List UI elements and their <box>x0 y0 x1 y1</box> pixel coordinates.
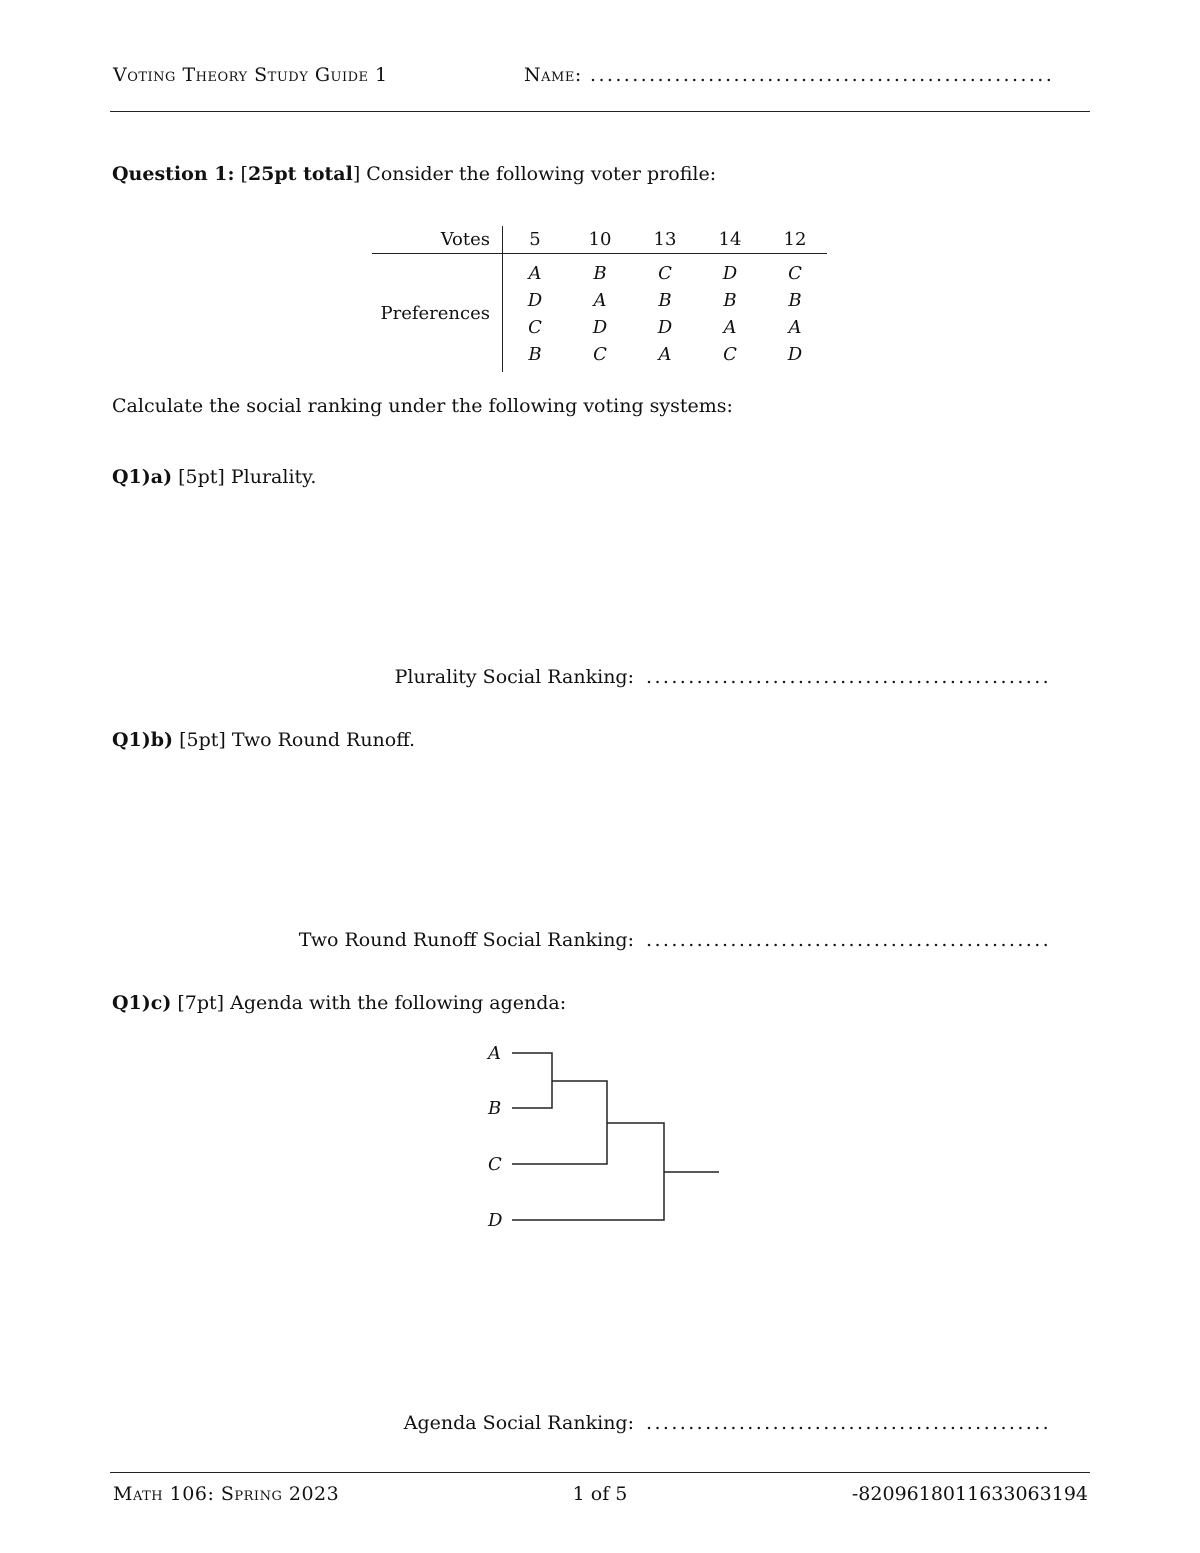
preference-cell: A <box>593 290 607 311</box>
name-label: Name: <box>524 64 582 86</box>
preference-cell: C <box>788 263 802 284</box>
part-a-heading <box>112 466 316 488</box>
agenda-leaf: D <box>488 1210 503 1231</box>
bracket-abc <box>512 1081 607 1164</box>
part-c-text: Agenda with the following agenda: <box>230 992 567 1014</box>
votes-cell: 12 <box>763 226 827 254</box>
preference-cell: D <box>657 317 673 338</box>
part-b-text: Two Round Runoff. <box>231 729 416 751</box>
question-label: Question 1: <box>112 163 235 185</box>
part-c-label: Q1)c) <box>112 992 172 1014</box>
votes-label: Votes <box>372 226 503 254</box>
part-b-heading <box>112 729 415 751</box>
preference-cell: B <box>593 263 607 284</box>
bracket-ab <box>512 1053 552 1108</box>
preference-cell: B <box>658 290 672 311</box>
votes-cell: 14 <box>697 226 763 254</box>
part-a-points: [5pt] <box>178 466 225 488</box>
part-a-answer-label: Plurality Social Ranking: <box>394 666 634 688</box>
footer-page-number: 1 of 5 <box>572 1483 628 1505</box>
preference-cell: A <box>723 317 737 338</box>
instruction-text: Calculate the social ranking under the following voting systems: <box>112 395 733 417</box>
preferences-label: Preferences <box>372 254 503 373</box>
votes-cell: 10 <box>567 226 633 254</box>
voter-profile-table <box>372 226 827 372</box>
preference-cell: A <box>528 263 542 284</box>
preference-cell: B <box>528 344 542 365</box>
agenda-leaf: A <box>488 1043 501 1064</box>
footer-rule <box>110 1472 1090 1473</box>
preference-cell: B <box>723 290 737 311</box>
votes-cell: 13 <box>633 226 697 254</box>
part-b-answer-label: Two Round Runoff Social Ranking: <box>298 929 634 951</box>
question-text: Consider the following voter profile: <box>366 163 717 185</box>
part-a-label: Q1)a) <box>112 466 173 488</box>
agenda-diagram <box>470 1035 730 1235</box>
question-points: [25pt total] <box>240 163 361 185</box>
preference-row <box>372 254 827 288</box>
preference-cell: D <box>592 317 608 338</box>
header-title: Voting Theory Study Guide 1 <box>113 64 388 86</box>
preference-cell: D <box>787 344 803 365</box>
votes-row <box>372 226 827 254</box>
agenda-leaf: B <box>488 1098 502 1119</box>
preference-cell: C <box>658 263 672 284</box>
name-field-dots[interactable]: ....................................................... <box>590 64 1055 86</box>
agenda-leaf: C <box>488 1154 502 1175</box>
question-heading <box>112 163 716 185</box>
preference-cell: B <box>788 290 802 311</box>
preference-cell: C <box>593 344 607 365</box>
bracket-abcd <box>512 1123 664 1220</box>
part-a-answer-field[interactable]: ................................................ <box>646 666 1052 688</box>
preference-cell: D <box>527 290 543 311</box>
footer-course: Math 106: Spring 2023 <box>113 1483 340 1505</box>
preference-cell: A <box>788 317 802 338</box>
header-rule <box>110 111 1090 112</box>
part-a-text: Plurality. <box>230 466 317 488</box>
agenda-bracket-lines <box>470 1035 730 1235</box>
preference-cell: C <box>723 344 737 365</box>
part-b-answer-field[interactable]: ................................................ <box>646 929 1052 951</box>
part-b-label: Q1)b) <box>112 729 174 751</box>
part-c-points: [7pt] <box>177 992 225 1014</box>
footer-id: -8209618011633063194 <box>851 1483 1088 1505</box>
part-c-answer-label: Agenda Social Ranking: <box>403 1412 634 1434</box>
part-c-heading <box>112 992 566 1014</box>
votes-cell: 5 <box>503 226 568 254</box>
part-c-answer-field[interactable]: ................................................ <box>646 1412 1052 1434</box>
preference-cell: C <box>528 317 542 338</box>
preference-cell: A <box>658 344 672 365</box>
part-b-points: [5pt] <box>179 729 226 751</box>
preference-cell: D <box>722 263 738 284</box>
